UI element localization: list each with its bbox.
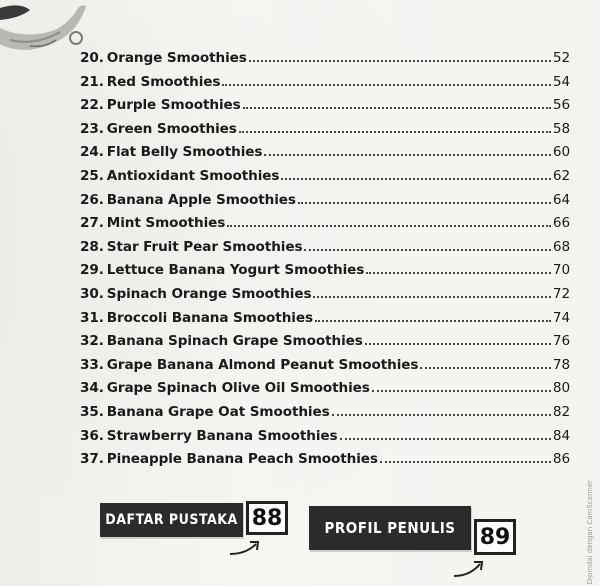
toc-leader-dots	[227, 224, 551, 227]
toc-entry-page: 66	[552, 215, 570, 232]
toc-entry-page: 84	[552, 427, 570, 444]
toc-entry-page: 68	[552, 238, 570, 255]
toc-entry-title: Purple Smoothies	[106, 97, 241, 114]
toc-entry-number: 28.	[80, 238, 104, 255]
toc-entry	[80, 428, 570, 452]
toc-entry-number: 22.	[80, 97, 104, 114]
toc-entry-page: 74	[552, 309, 570, 326]
toc-entry	[80, 451, 570, 475]
toc-leader-dots	[222, 83, 550, 86]
daftar-pustaka-label	[100, 503, 243, 537]
toc-leader-dots	[239, 130, 551, 133]
toc-leader-dots	[420, 366, 550, 369]
toc-entry-title: Banana Spinach Grape Smoothies	[106, 333, 363, 350]
toc-entry	[80, 144, 570, 168]
toc-entry-number: 35.	[80, 403, 104, 420]
toc-entry-number: 24.	[80, 144, 104, 161]
toc-entry-page: 82	[552, 403, 570, 420]
toc-entry-page: 70	[552, 262, 570, 279]
toc-entry-title: Green Smoothies	[106, 120, 237, 137]
toc-entry	[80, 262, 570, 286]
toc-entry	[80, 192, 570, 216]
toc-leader-dots	[332, 413, 551, 416]
toc-entry-title: Broccoli Banana Smoothies	[106, 309, 313, 326]
toc-leader-dots	[315, 319, 551, 322]
toc-entry-number: 21.	[80, 73, 104, 90]
toc-entry-number: 31.	[80, 309, 104, 326]
toc-entry	[80, 333, 570, 357]
toc-entry	[80, 310, 570, 334]
toc-entry-number: 23.	[80, 120, 104, 137]
toc-entry-title: Banana Apple Smoothies	[106, 191, 296, 208]
toc-entry-title: Spinach Orange Smoothies	[106, 285, 312, 302]
toc-leader-dots	[304, 248, 550, 251]
profil-penulis-page	[474, 519, 516, 555]
banana-illustration	[0, 0, 90, 60]
scanner-watermark-text: Dipindai dengan CamScanner	[586, 480, 594, 585]
scanner-watermark	[586, 480, 594, 584]
profil-penulis-text: PROFIL PENULIS	[324, 519, 456, 537]
toc-entry-title: Orange Smoothies	[106, 50, 247, 66]
daftar-pustaka-text: DAFTAR PUSTAKA	[105, 512, 238, 528]
toc-entry	[80, 215, 570, 239]
toc-leader-dots	[249, 59, 551, 62]
toc-entry	[80, 74, 570, 98]
toc-leader-dots	[243, 106, 551, 109]
toc-leader-dots	[313, 295, 550, 298]
toc-entry-title: Star Fruit Pear Smoothies	[106, 238, 303, 255]
toc-leader-dots	[340, 437, 551, 440]
toc-entry	[80, 357, 570, 381]
toc-entry-number: 29.	[80, 262, 104, 279]
toc-leader-dots	[264, 153, 550, 156]
toc-entry-page: 60	[552, 144, 570, 161]
toc-entry	[80, 168, 570, 192]
toc-entry-page: 78	[552, 356, 570, 373]
daftar-pustaka-page	[246, 501, 288, 535]
toc-entry-title: Banana Grape Oat Smoothies	[106, 403, 330, 420]
table-of-contents	[80, 50, 570, 475]
toc-entry-title: Mint Smoothies	[106, 215, 226, 232]
toc-entry-number: 30.	[80, 285, 104, 302]
toc-entry-number: 34.	[80, 380, 104, 397]
profil-penulis-page-number: 89	[479, 524, 511, 550]
toc-entry-number: 33.	[80, 356, 104, 373]
toc-entry-number: 25.	[80, 167, 104, 184]
toc-leader-dots	[366, 271, 551, 274]
toc-entry-title: Grape Spinach Olive Oil Smoothies	[106, 380, 370, 397]
toc-entry-page: 52	[552, 50, 570, 66]
toc-entry-number: 20.	[80, 50, 104, 66]
toc-entry-title: Flat Belly Smoothies	[106, 144, 263, 161]
toc-entry-page: 80	[552, 380, 570, 397]
toc-leader-dots	[365, 342, 551, 345]
toc-entry-number: 37.	[80, 451, 104, 468]
arrow-icon	[228, 538, 268, 558]
toc-entry-page: 56	[552, 97, 570, 114]
toc-entry-page: 72	[552, 285, 570, 302]
toc-entry-page: 76	[552, 333, 570, 350]
toc-entry	[80, 50, 570, 74]
toc-entry	[80, 97, 570, 121]
toc-entry-number: 26.	[80, 191, 104, 208]
toc-entry	[80, 286, 570, 310]
toc-entry-page: 86	[552, 451, 570, 468]
toc-entry-title: Lettuce Banana Yogurt Smoothies	[106, 262, 365, 279]
toc-entry-number: 27.	[80, 215, 104, 232]
toc-entry-page: 58	[552, 120, 570, 137]
toc-entry-page: 64	[552, 191, 570, 208]
toc-entry-number: 36.	[80, 427, 104, 444]
toc-entry	[80, 404, 570, 428]
toc-leader-dots	[281, 177, 550, 180]
profil-penulis-label	[309, 506, 471, 550]
toc-leader-dots	[380, 460, 551, 463]
toc-entry	[80, 239, 570, 263]
toc-entry-title: Strawberry Banana Smoothies	[106, 427, 338, 444]
toc-entry	[80, 380, 570, 404]
toc-entry	[80, 121, 570, 145]
toc-entry-page: 54	[552, 73, 570, 90]
toc-leader-dots	[372, 389, 551, 392]
toc-leader-dots	[298, 201, 551, 204]
toc-entry-number: 32.	[80, 333, 104, 350]
toc-entry-page: 62	[552, 167, 570, 184]
toc-entry-title: Pineapple Banana Peach Smoothies	[106, 451, 378, 468]
toc-entry-title: Grape Banana Almond Peanut Smoothies	[106, 356, 419, 373]
arrow-icon	[452, 556, 492, 580]
toc-entry-title: Antioxidant Smoothies	[106, 167, 280, 184]
toc-entry-title: Red Smoothies	[106, 73, 221, 90]
daftar-pustaka-page-number: 88	[251, 505, 283, 531]
